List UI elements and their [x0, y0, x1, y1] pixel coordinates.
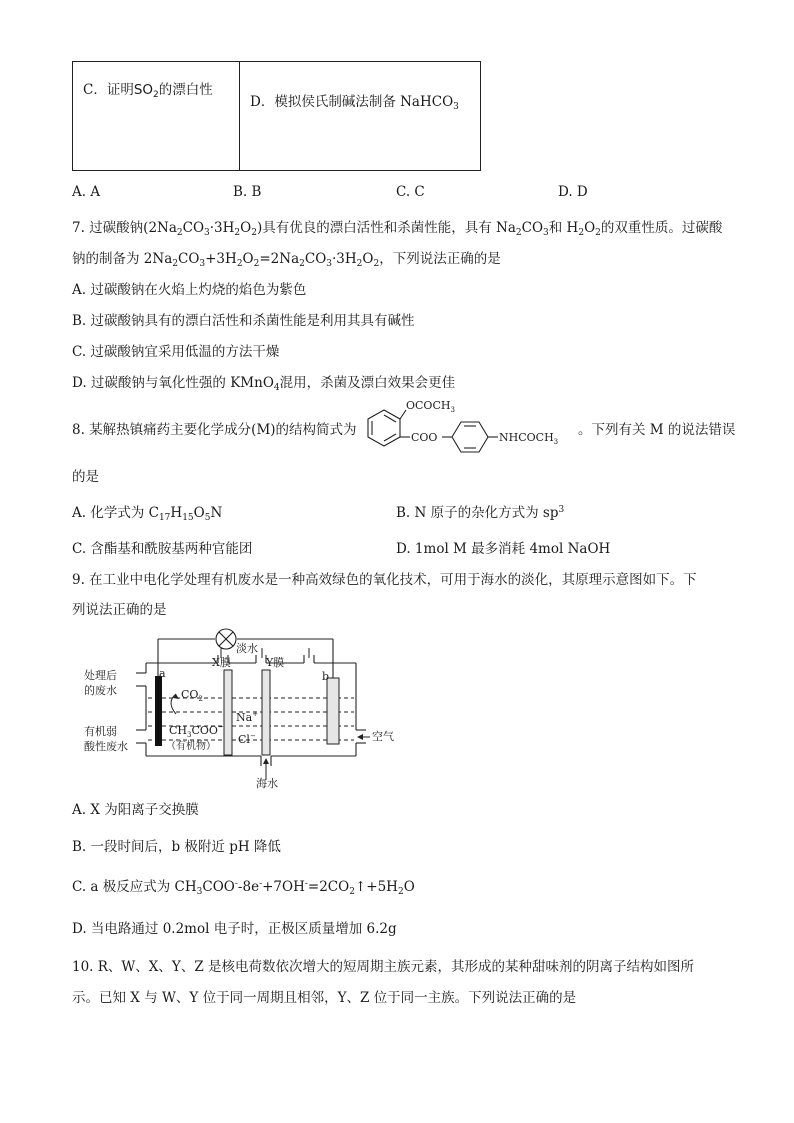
q8-option-a[interactable]: A. 化学式为 $C_{17}H_{15}O_5N$: [72, 505, 223, 523]
seawater-label: 海水: [256, 777, 278, 790]
cl-ion-label: Cl−: [238, 732, 256, 746]
organic-label-1: 有机弱: [84, 725, 117, 738]
option-c-cell: C．证明$SO_2$的漂白性: [73, 62, 240, 171]
so2-formula: $SO_2$: [133, 82, 159, 100]
q7-option-b[interactable]: B. 过碳酸钠具有的漂白活性和杀菌性能是利用其具有碱性: [72, 313, 415, 329]
option-d-cell: D．模拟侯氏制碱法制备 NaHCO$_3$: [240, 62, 481, 171]
struct-ococh3-label: $OCOCH_3$: [406, 399, 455, 414]
x-membrane-rect: [224, 670, 232, 755]
q9-option-b[interactable]: B. 一段时间后，b 极附近 pH 降低: [72, 839, 281, 855]
q9-option-c[interactable]: C. a 极反应式为 $CH_3COO^--8e^-+7OH^-=2CO_2↑+5H_2O$: [72, 879, 415, 897]
electrolysis-diagram: [78, 622, 408, 792]
fresh-water-label: 淡水: [236, 642, 258, 655]
electrode-a-label: a: [159, 667, 166, 680]
struct-nhcoch3-label: $NHCOCH_3$: [499, 431, 559, 446]
q8-option-b[interactable]: B. N 原子的杂化方式为 $sp^3$: [396, 505, 565, 521]
q7-option-c[interactable]: C. 过碳酸钠宜采用低温的方法干燥: [72, 344, 280, 360]
q8-option-c[interactable]: C. 含酯基和酰胺基两种官能团: [72, 541, 253, 557]
struct-coo-label: COO: [411, 431, 438, 444]
q8-option-d[interactable]: D. 1mol M 最多消耗 4mol NaOH: [396, 541, 611, 557]
option-table: [72, 61, 481, 171]
q7-option-d[interactable]: D. 过碳酸钠与氧化性强的 KMnO$_4$混用，杀菌及漂白效果会更佳: [72, 375, 456, 393]
q6-choice-b[interactable]: B. B: [233, 184, 262, 200]
treated-label-1: 处理后: [84, 669, 117, 682]
x-membrane-label: X膜: [212, 656, 231, 669]
q8-stem-c: 的是: [72, 469, 99, 485]
q7-option-a[interactable]: A. 过碳酸钠在火焰上灼烧的焰色为紫色: [72, 282, 307, 298]
q9-stem-line1: 9. 在工业中电化学处理有机废水是一种高效绿色的氧化技术，可用于海水的淡化，其原理示意图如下。下: [72, 572, 697, 588]
acetate-label: $CH_3COO^-$: [169, 723, 224, 739]
q9-stem-line2: 列说法正确的是: [72, 602, 167, 618]
q8-structure-image: [362, 396, 577, 456]
na-ion-label: Na+: [236, 710, 259, 724]
q7-stem-line2: 钠的制备为 $2Na_2CO_3+3H_2O_2=2Na_2CO_3\cdot 3H_2O_2$，下列说法正确的是: [72, 251, 501, 269]
co2-label: $CO_2$: [181, 688, 203, 703]
y-membrane-rect: [262, 670, 270, 755]
air-label: 空气: [372, 730, 394, 743]
treated-label-2: 的废水: [84, 684, 117, 697]
y-membrane-label: Y膜: [266, 656, 285, 669]
q7-stem-line1: 7. 过碳酸钠$(2Na_2CO_3\cdot 3H_2O_2)$具有优良的漂白活性和杀菌性能，具有 $Na_2CO_3$和 $H_2O_2$的双重性质。过碳酸: [72, 220, 723, 238]
organic-label-2: 酸性废水: [84, 740, 128, 753]
electrode-b-rect: [327, 678, 339, 744]
electrode-b-label: b: [322, 670, 330, 683]
q9-option-d[interactable]: D. 当电路通过 0.2mol 电子时，正极区质量增加 6.2g: [72, 921, 397, 937]
q10-stem-line1: 10. R、W、X、Y、Z 是核电荷数依次增大的短周期主族元素，其形成的某种甜味剂的阴离子结构如图所: [72, 959, 694, 975]
q6-choice-d[interactable]: D. D: [558, 184, 588, 200]
q6-choice-a[interactable]: A. A: [72, 184, 101, 200]
q6-choice-c[interactable]: C. C: [396, 184, 425, 200]
q8-stem-b: 。下列有关 M 的说法错误: [578, 422, 736, 438]
q9-option-a[interactable]: A. X 为阳离子交换膜: [72, 802, 199, 818]
q10-stem-line2: 示。已知 X 与 W、Y 位于同一周期且相邻，Y、Z 位于同一主族。下列说法正确的是: [72, 990, 577, 1006]
organics-label: （有机物）: [166, 741, 216, 752]
electrode-a-rect: [155, 676, 162, 746]
q8-stem-a: 8. 某解热镇痛药主要化学成分(M)的结构简式为: [72, 422, 357, 438]
